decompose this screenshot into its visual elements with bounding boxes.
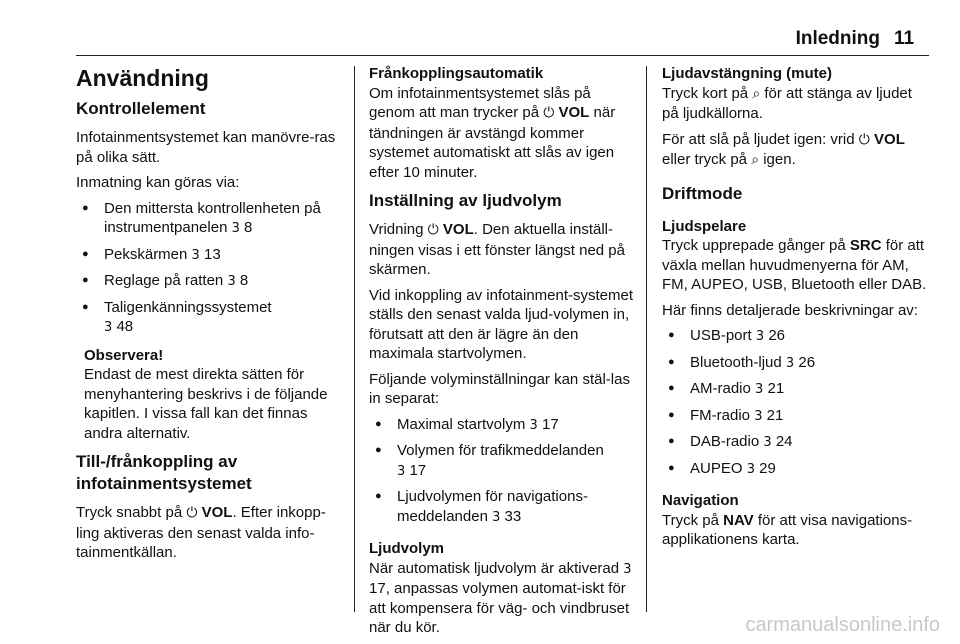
list-item: ● FM-radio 3 21 (662, 406, 928, 427)
heading-kontrollelement: Kontrollelement (76, 99, 206, 118)
page-ref-icon: 3 (191, 247, 200, 263)
header-rule (76, 55, 929, 56)
column-2 (369, 64, 635, 644)
column-divider-2 (646, 66, 647, 612)
paragraph: Tryck upprepade gånger på SRC för att växla mellan huvudmenyerna för AM, FM, AUPEO, USB, Bluetooth eller DAB. (662, 237, 927, 293)
heading-till-frankoppling: Till-/frånkoppling av infotainmentsystemet (76, 452, 252, 493)
power-knob-icon: ⏻ (858, 131, 870, 148)
paragraph: Tryck snabbt på ⏻ VOL. Efter inkopp-ling aktiveras den senast valda info-tainmentkällan. (76, 504, 326, 561)
list-item: ● Reglage på ratten 3 8 (76, 271, 344, 292)
running-header-title: Inledning (795, 28, 880, 49)
watermark: carmanualsonline.info (745, 614, 940, 636)
page-ref-icon: 3 (755, 329, 765, 344)
page-ref-icon: 3 (529, 417, 538, 433)
list-item: ● Maximal startvolym 3 17 (369, 415, 635, 436)
page-ref-icon: 3 (623, 561, 632, 577)
paragraph: Vridning ⏻ VOL. Den aktuella inställ-ningen visas i ett fönster längst ned på skärmen. (369, 221, 625, 278)
page-ref-icon: 3 (746, 461, 755, 477)
paragraph: Om infotainmentsystemet slås på genom att man trycker på ⏻ VOL när tändningen är avstängd kommer systemet automatiskt att slås av igen efter 10 minuter. (369, 84, 616, 181)
page-ref-icon: 3 (755, 382, 764, 397)
page-ref-icon: 3 (763, 435, 772, 450)
heading-installning-ljudvolym: Inställning av ljudvolym (369, 191, 562, 210)
heading-ljudvolym: Ljudvolym (369, 540, 445, 557)
power-knob-icon: ⏻ (186, 505, 198, 521)
list-item: ● Volymen för trafikmeddelanden 3 17 (369, 441, 635, 481)
heading-navigation: Navigation (662, 492, 739, 509)
list-item: ● Bluetooth-ljud 3 26 (662, 353, 928, 374)
list-item: ● AM-radio 3 21 (662, 379, 928, 400)
paragraph: Följande volyminställningar kan stäl-las in separat: (369, 370, 630, 407)
page-ref-icon: 3 (397, 463, 406, 479)
power-knob-icon: ⏻ (427, 222, 439, 238)
list-item: ● Taligenkänningssystemet 3 48 (76, 298, 344, 338)
page-ref-icon: 3 (492, 509, 501, 525)
column-divider-1 (354, 66, 355, 612)
list-item: ● Pekskärmen 3 13 (76, 245, 344, 266)
column-1 (76, 64, 344, 569)
paragraph: Tryck på NAV för att visa navigations-applikationens karta. (662, 511, 913, 548)
heading-ljudspelare: Ljudspelare (662, 217, 747, 235)
note-text: Endast de mest direkta sätten för menyhantering beskrivs i de följande kapitlen. I vissa fall kan det finnas andra alternativ. (84, 366, 328, 442)
page-ref-icon: 3 (104, 320, 113, 335)
note-box (76, 346, 344, 444)
paragraph: Tryck kort på ⌕ för att stänga av ljudet på ljudkällorna. (662, 84, 912, 122)
heading-ljudavstangning: Ljudavstängning (mute) (662, 65, 832, 82)
list-item: ● DAB-radio 3 24 (662, 432, 928, 453)
paragraph: Infotainmentsystemet kan manövre-ras på olika sätt. (76, 129, 336, 166)
section-title-anvandning: Användning (76, 65, 209, 91)
page-number: 11 (894, 28, 915, 49)
note-title: Observera! (84, 346, 164, 364)
list-item: ● AUPEO 3 29 (662, 459, 928, 480)
paragraph: Här finns detaljerade beskrivningar av: (662, 301, 918, 319)
page-ref-icon: 3 (231, 221, 240, 236)
list-item: ● Den mittersta kontrollenheten på instrumentpanelen 3 8 (76, 199, 344, 239)
page-ref-icon: 3 (754, 408, 763, 424)
column-3 (662, 64, 928, 556)
mute-icon: ⌕ (752, 85, 761, 102)
paragraph: För att slå på ljudet igen: vrid ⏻ VOL eller tryck på ⌕ igen. (662, 130, 905, 168)
list-item: ● Ljudvolymen för navigations-meddelanden 3 33 (369, 487, 635, 527)
list-item: ● USB-port 3 26 (662, 326, 928, 347)
heading-driftmode: Driftmode (662, 183, 743, 203)
page-ref-icon: 3 (227, 274, 236, 289)
heading-frankopplingsautomatik: Frånkopplingsautomatik (369, 65, 544, 82)
mute-icon: ⌕ (751, 152, 760, 168)
volume-settings-list (369, 415, 635, 528)
paragraph: När automatisk ljudvolym är aktiverad 3 17, anpassas volymen automat-iskt för att kompensera för väg- och vindbruset när du kör. (369, 559, 632, 636)
paragraph: Inmatning kan göras via: (76, 174, 240, 191)
audio-sources-list (662, 326, 928, 479)
power-knob-icon: ⏻ (543, 105, 555, 121)
page-ref-icon: 3 (785, 355, 795, 371)
paragraph: Vid inkoppling av infotainment-systemet ställs den senast valda ljud-volymen in, förutsatt att den är lägre än den maximala startvolymen. (369, 286, 634, 362)
input-methods-list (76, 199, 344, 338)
